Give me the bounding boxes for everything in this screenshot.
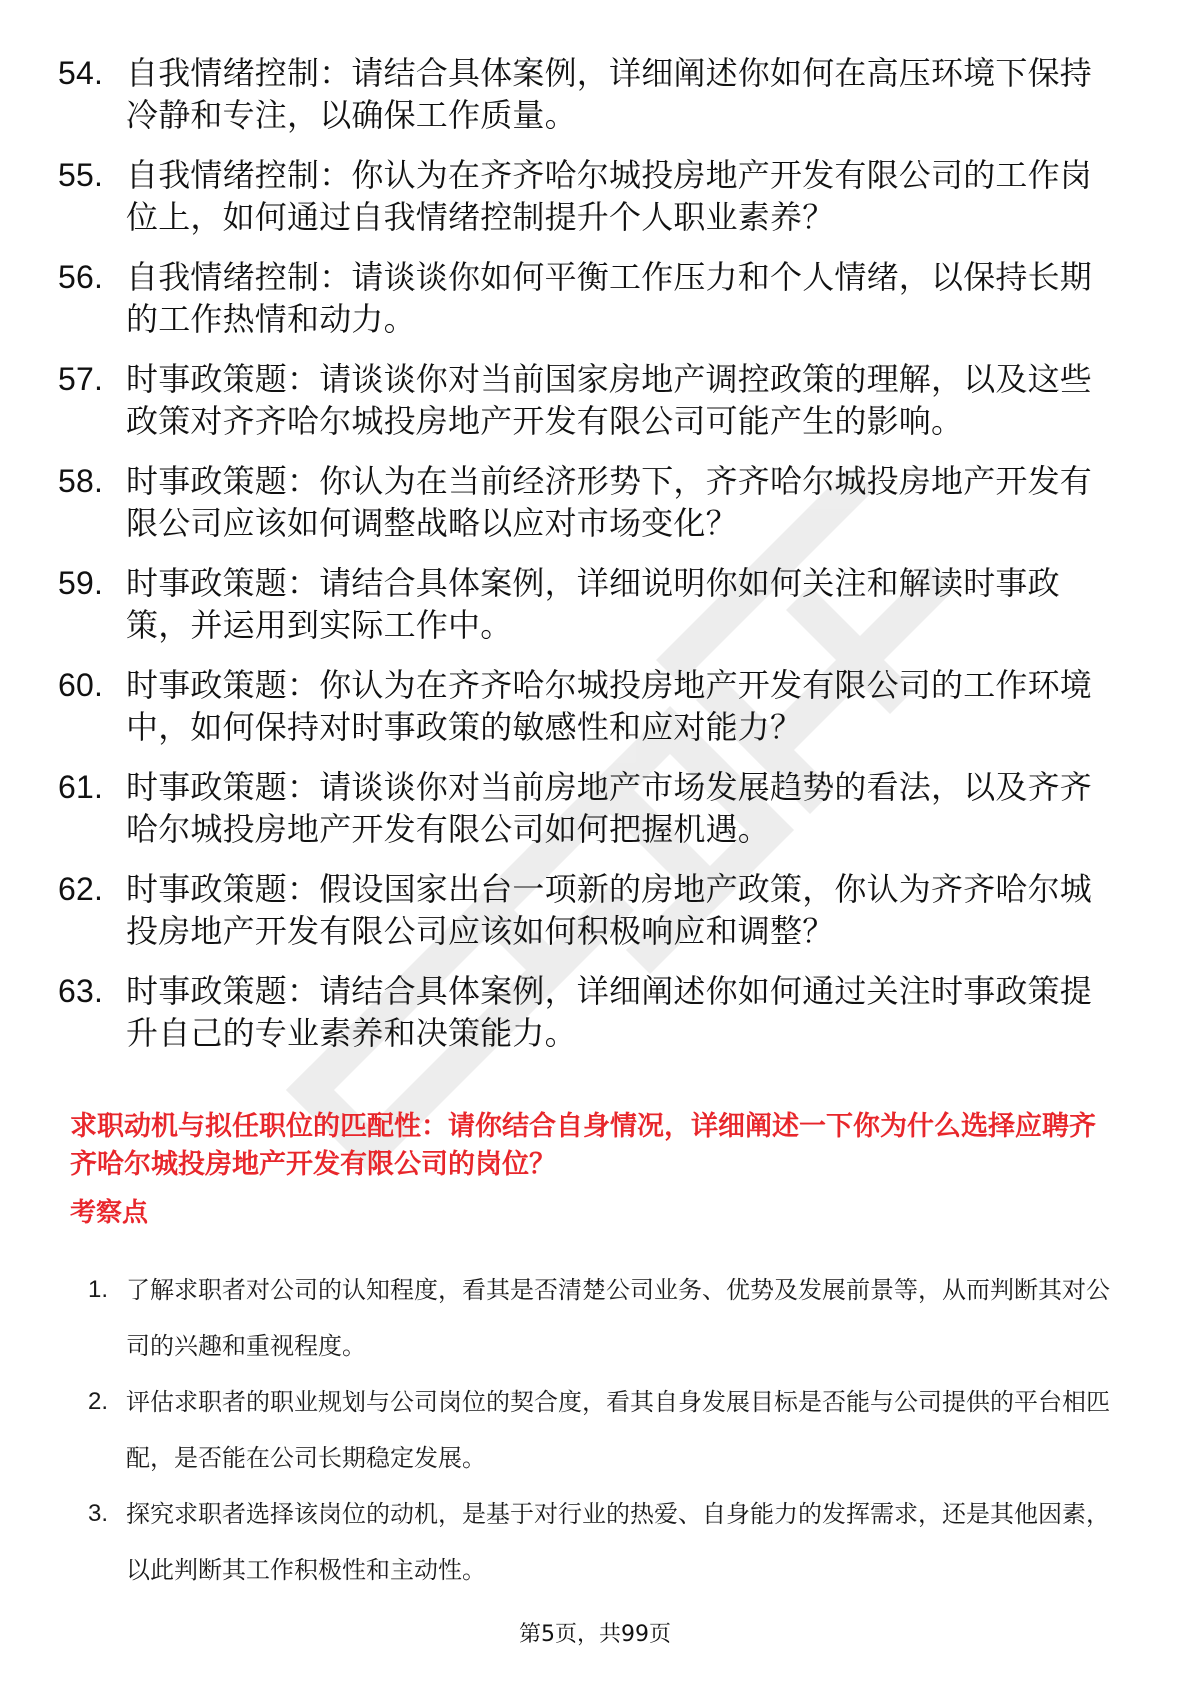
- question-text: 时事政策题：你认为在当前经济形势下，齐齐哈尔城投房地产开发有限公司应该如何调整战略以应对市场变化？: [126, 462, 1093, 542]
- point-number: 3.: [88, 1500, 109, 1527]
- point-text: 评估求职者的职业规划与公司岗位的契合度，看其自身发展目标是否能与公司提供的平台相匹配，是否能在公司长期稳定发展。: [126, 1388, 1110, 1472]
- question-number: 57.: [58, 361, 104, 397]
- question-text: 时事政策题：你认为在齐齐哈尔城投房地产开发有限公司的工作环境中，如何保持对时事政策的敏感性和应对能力？: [126, 666, 1093, 746]
- question-number: 54.: [58, 55, 104, 91]
- section-heading: 求职动机与拟任职位的匹配性：请你结合自身情况，详细阐述一下你为什么选择应聘齐齐哈尔城投房地产开发有限公司的岗位？: [70, 1111, 1096, 1180]
- question-text: 自我情绪控制：请结合具体案例，详细阐述你如何在高压环境下保持冷静和专注，以确保工作质量。: [126, 54, 1093, 134]
- question-number: 55.: [58, 157, 104, 193]
- question-item: [58, 562, 1118, 646]
- question-text: 时事政策题：请结合具体案例，详细说明你如何关注和解读时事政策，并运用到实际工作中。: [126, 564, 1060, 644]
- question-item: [58, 256, 1118, 340]
- point-number: 1.: [88, 1276, 109, 1303]
- point-text: 探究求职者选择该岗位的动机，是基于对行业的热爱、自身能力的发挥需求，还是其他因素，以此判断其工作积极性和主动性。: [126, 1500, 1110, 1584]
- point-number: 2.: [88, 1388, 109, 1415]
- question-list: [58, 52, 1118, 1072]
- point-text: 了解求职者对公司的认知程度，看其是否清楚公司业务、优势及发展前景等，从而判断其对公司的兴趣和重视程度。: [126, 1276, 1110, 1360]
- section-subheading: 考察点: [70, 1198, 149, 1228]
- question-number: 63.: [58, 973, 104, 1009]
- question-text: 时事政策题：请结合具体案例，详细阐述你如何通过关注时事政策提升自己的专业素养和决策能力。: [126, 972, 1093, 1052]
- question-number: 60.: [58, 667, 104, 703]
- question-item: [58, 460, 1118, 544]
- page-footer: 第5页，共99页: [519, 1622, 671, 1647]
- question-item: [58, 868, 1118, 952]
- question-number: 56.: [58, 259, 104, 295]
- assessment-point: [88, 1374, 1118, 1486]
- question-item: [58, 664, 1118, 748]
- question-text: 时事政策题：请谈谈你对当前房地产市场发展趋势的看法，以及齐齐哈尔城投房地产开发有限公司如何把握机遇。: [126, 768, 1093, 848]
- question-item: [58, 766, 1118, 850]
- question-number: 62.: [58, 871, 104, 907]
- question-number: 59.: [58, 565, 104, 601]
- question-text: 时事政策题：假设国家出台一项新的房地产政策，你认为齐齐哈尔城投房地产开发有限公司应该如何积极响应和调整？: [126, 870, 1093, 950]
- assessment-point: [88, 1486, 1118, 1598]
- assessment-point: [88, 1262, 1118, 1374]
- question-item: [58, 970, 1118, 1054]
- question-number: 58.: [58, 463, 104, 499]
- question-item: [58, 154, 1118, 238]
- question-item: [58, 52, 1118, 136]
- question-number: 61.: [58, 769, 104, 805]
- question-text: 时事政策题：请谈谈你对当前国家房地产调控政策的理解，以及这些政策对齐齐哈尔城投房地产开发有限公司可能产生的影响。: [126, 360, 1093, 440]
- assessment-point-list: [88, 1262, 1118, 1598]
- question-text: 自我情绪控制：请谈谈你如何平衡工作压力和个人情绪，以保持长期的工作热情和动力。: [126, 258, 1093, 338]
- question-text: 自我情绪控制：你认为在齐齐哈尔城投房地产开发有限公司的工作岗位上，如何通过自我情绪控制提升个人职业素养？: [126, 156, 1093, 236]
- question-item: [58, 358, 1118, 442]
